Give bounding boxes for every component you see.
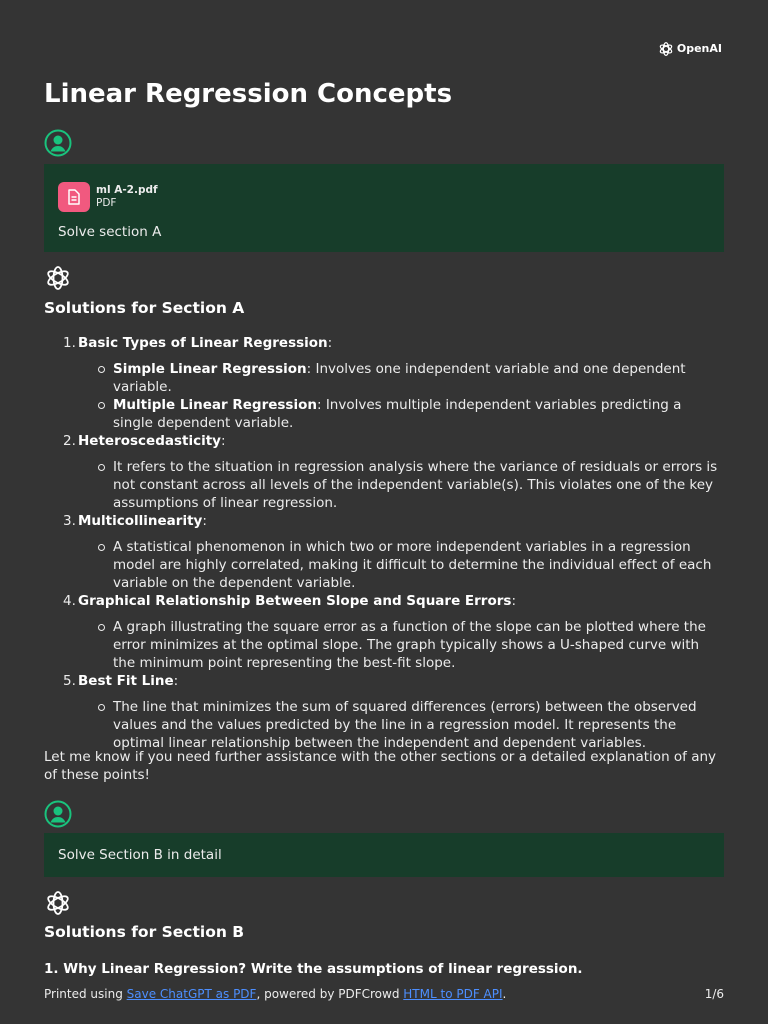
brand-name: OpenAI bbox=[676, 42, 722, 55]
user-message bbox=[44, 833, 724, 877]
bullet-term: Multiple Linear Regression bbox=[113, 397, 317, 413]
item-title: Best Fit Line bbox=[78, 673, 174, 689]
closing-text: Let me know if you need further assistance with the other sections or a detailed explanation of any of these points! bbox=[44, 749, 717, 783]
openai-brand bbox=[658, 40, 722, 58]
document-icon bbox=[67, 189, 81, 205]
question-heading: 1. Why Linear Regression? Write the assumptions of linear regression. bbox=[44, 961, 583, 977]
section-b-heading: Solutions for Section B bbox=[44, 923, 245, 941]
bullet-item bbox=[113, 538, 724, 592]
solution-list bbox=[44, 334, 724, 752]
bullet-list bbox=[78, 698, 724, 752]
file-meta bbox=[96, 184, 158, 210]
bullet-item bbox=[113, 458, 724, 512]
bullet-text: : Involves multiple independent variables predicting a single dependent variable. bbox=[113, 397, 682, 431]
user-message-text: Solve Section B in detail bbox=[58, 847, 222, 863]
item-title: Heteroscedasticity bbox=[78, 433, 221, 449]
item-number: 2. bbox=[63, 433, 76, 449]
bullet-list bbox=[78, 618, 724, 672]
footer-suffix: . bbox=[502, 987, 507, 1001]
file-attachment[interactable] bbox=[58, 182, 710, 212]
footer-prefix: Printed using bbox=[44, 987, 127, 1001]
openai-logo-icon bbox=[658, 41, 674, 57]
item-number: 5. bbox=[63, 673, 76, 689]
file-name: ml A-2.pdf bbox=[96, 184, 158, 196]
item-title: Basic Types of Linear Regression bbox=[78, 335, 328, 351]
save-chatgpt-pdf-link[interactable]: Save ChatGPT as PDF bbox=[126, 987, 257, 1001]
bullet-text: A graph illustrating the square error as a function of the slope can be plotted where the error minimizes at the optimal slope. The graph typically shows a U-shaped curve with the minimum point representing the best-fit slope. bbox=[113, 619, 706, 671]
item-number: 1. bbox=[63, 335, 76, 351]
bullet-item bbox=[113, 698, 724, 752]
user-message bbox=[44, 164, 724, 252]
user-avatar-icon bbox=[44, 129, 72, 157]
footer-middle: , powered by PDFCrowd bbox=[256, 987, 404, 1001]
bullet-text: The line that minimizes the sum of squared differences (errors) between the observed values and the values predicted by the line in a regression model. It represents the optimal linear relationship between the independent and dependent variables. bbox=[113, 699, 697, 751]
solution-item: 5. Best Fit Line: The line that minimizes the sum of squared differences (errors) between the observed values and the values predicted by the line in a regression model. It represents the optimal linear relationship between the independent and dependent variables. bbox=[44, 672, 724, 752]
bullet-text: It refers to the situation in regression analysis where the variance of residuals or errors is not constant across all levels of the independent variable(s). This violates one of the key assumptions of linear regression. bbox=[113, 459, 718, 511]
bullet-item bbox=[113, 396, 724, 432]
user-message-text: Solve section A bbox=[58, 224, 162, 240]
page-number: 1/6 bbox=[704, 987, 724, 1001]
solution-item: 1. Basic Types of Linear Regression: Simple Linear Regression: Involves one independent variable and one dependent variable. Multiple Linear Regression: Involves multiple independent variables predicting a single dependent variable. bbox=[44, 334, 724, 432]
bullet-item bbox=[113, 618, 724, 672]
item-title: Multicollinearity bbox=[78, 513, 203, 529]
file-badge bbox=[58, 182, 90, 212]
openai-logo-icon bbox=[44, 889, 72, 917]
bullet-list bbox=[78, 538, 724, 592]
bullet-term: Simple Linear Regression bbox=[113, 361, 307, 377]
bullet-text: : Involves one independent variable and one dependent variable. bbox=[113, 361, 686, 395]
openai-logo-icon bbox=[44, 264, 72, 292]
bullet-list bbox=[78, 360, 724, 432]
bullet-list bbox=[78, 458, 724, 512]
page-title: Linear Regression Concepts bbox=[44, 79, 453, 109]
footer-credit bbox=[44, 985, 506, 1003]
print-footer bbox=[44, 985, 724, 1003]
user-avatar-icon bbox=[44, 800, 72, 828]
section-a-heading: Solutions for Section A bbox=[44, 299, 245, 317]
solution-item: 2. Heteroscedasticity: It refers to the situation in regression analysis where the variance of residuals or errors is not constant across all levels of the independent variable(s). This violates one of the key assumptions of linear regression. bbox=[44, 432, 724, 512]
solution-item: 4. Graphical Relationship Between Slope and Square Errors: A graph illustrating the square error as a function of the slope can be plotted where the error minimizes at the optimal slope. The graph typically shows a U-shaped curve with the minimum point representing the best-fit slope. bbox=[44, 592, 724, 672]
item-number: 4. bbox=[63, 593, 76, 609]
bullet-item bbox=[113, 360, 724, 396]
item-title: Graphical Relationship Between Slope and Square Errors bbox=[78, 593, 512, 609]
file-type: PDF bbox=[96, 197, 117, 209]
solution-item: 3. Multicollinearity: A statistical phenomenon in which two or more independent variables in a regression model are highly correlated, making it difficult to determine the individual effect of each variable on the dependent variable. bbox=[44, 512, 724, 592]
item-number: 3. bbox=[63, 513, 76, 529]
bullet-text: A statistical phenomenon in which two or more independent variables in a regression model are highly correlated, making it difficult to determine the individual effect of each variable on the dependent variable. bbox=[113, 539, 712, 591]
html-to-pdf-api-link[interactable]: HTML to PDF API bbox=[403, 987, 503, 1001]
